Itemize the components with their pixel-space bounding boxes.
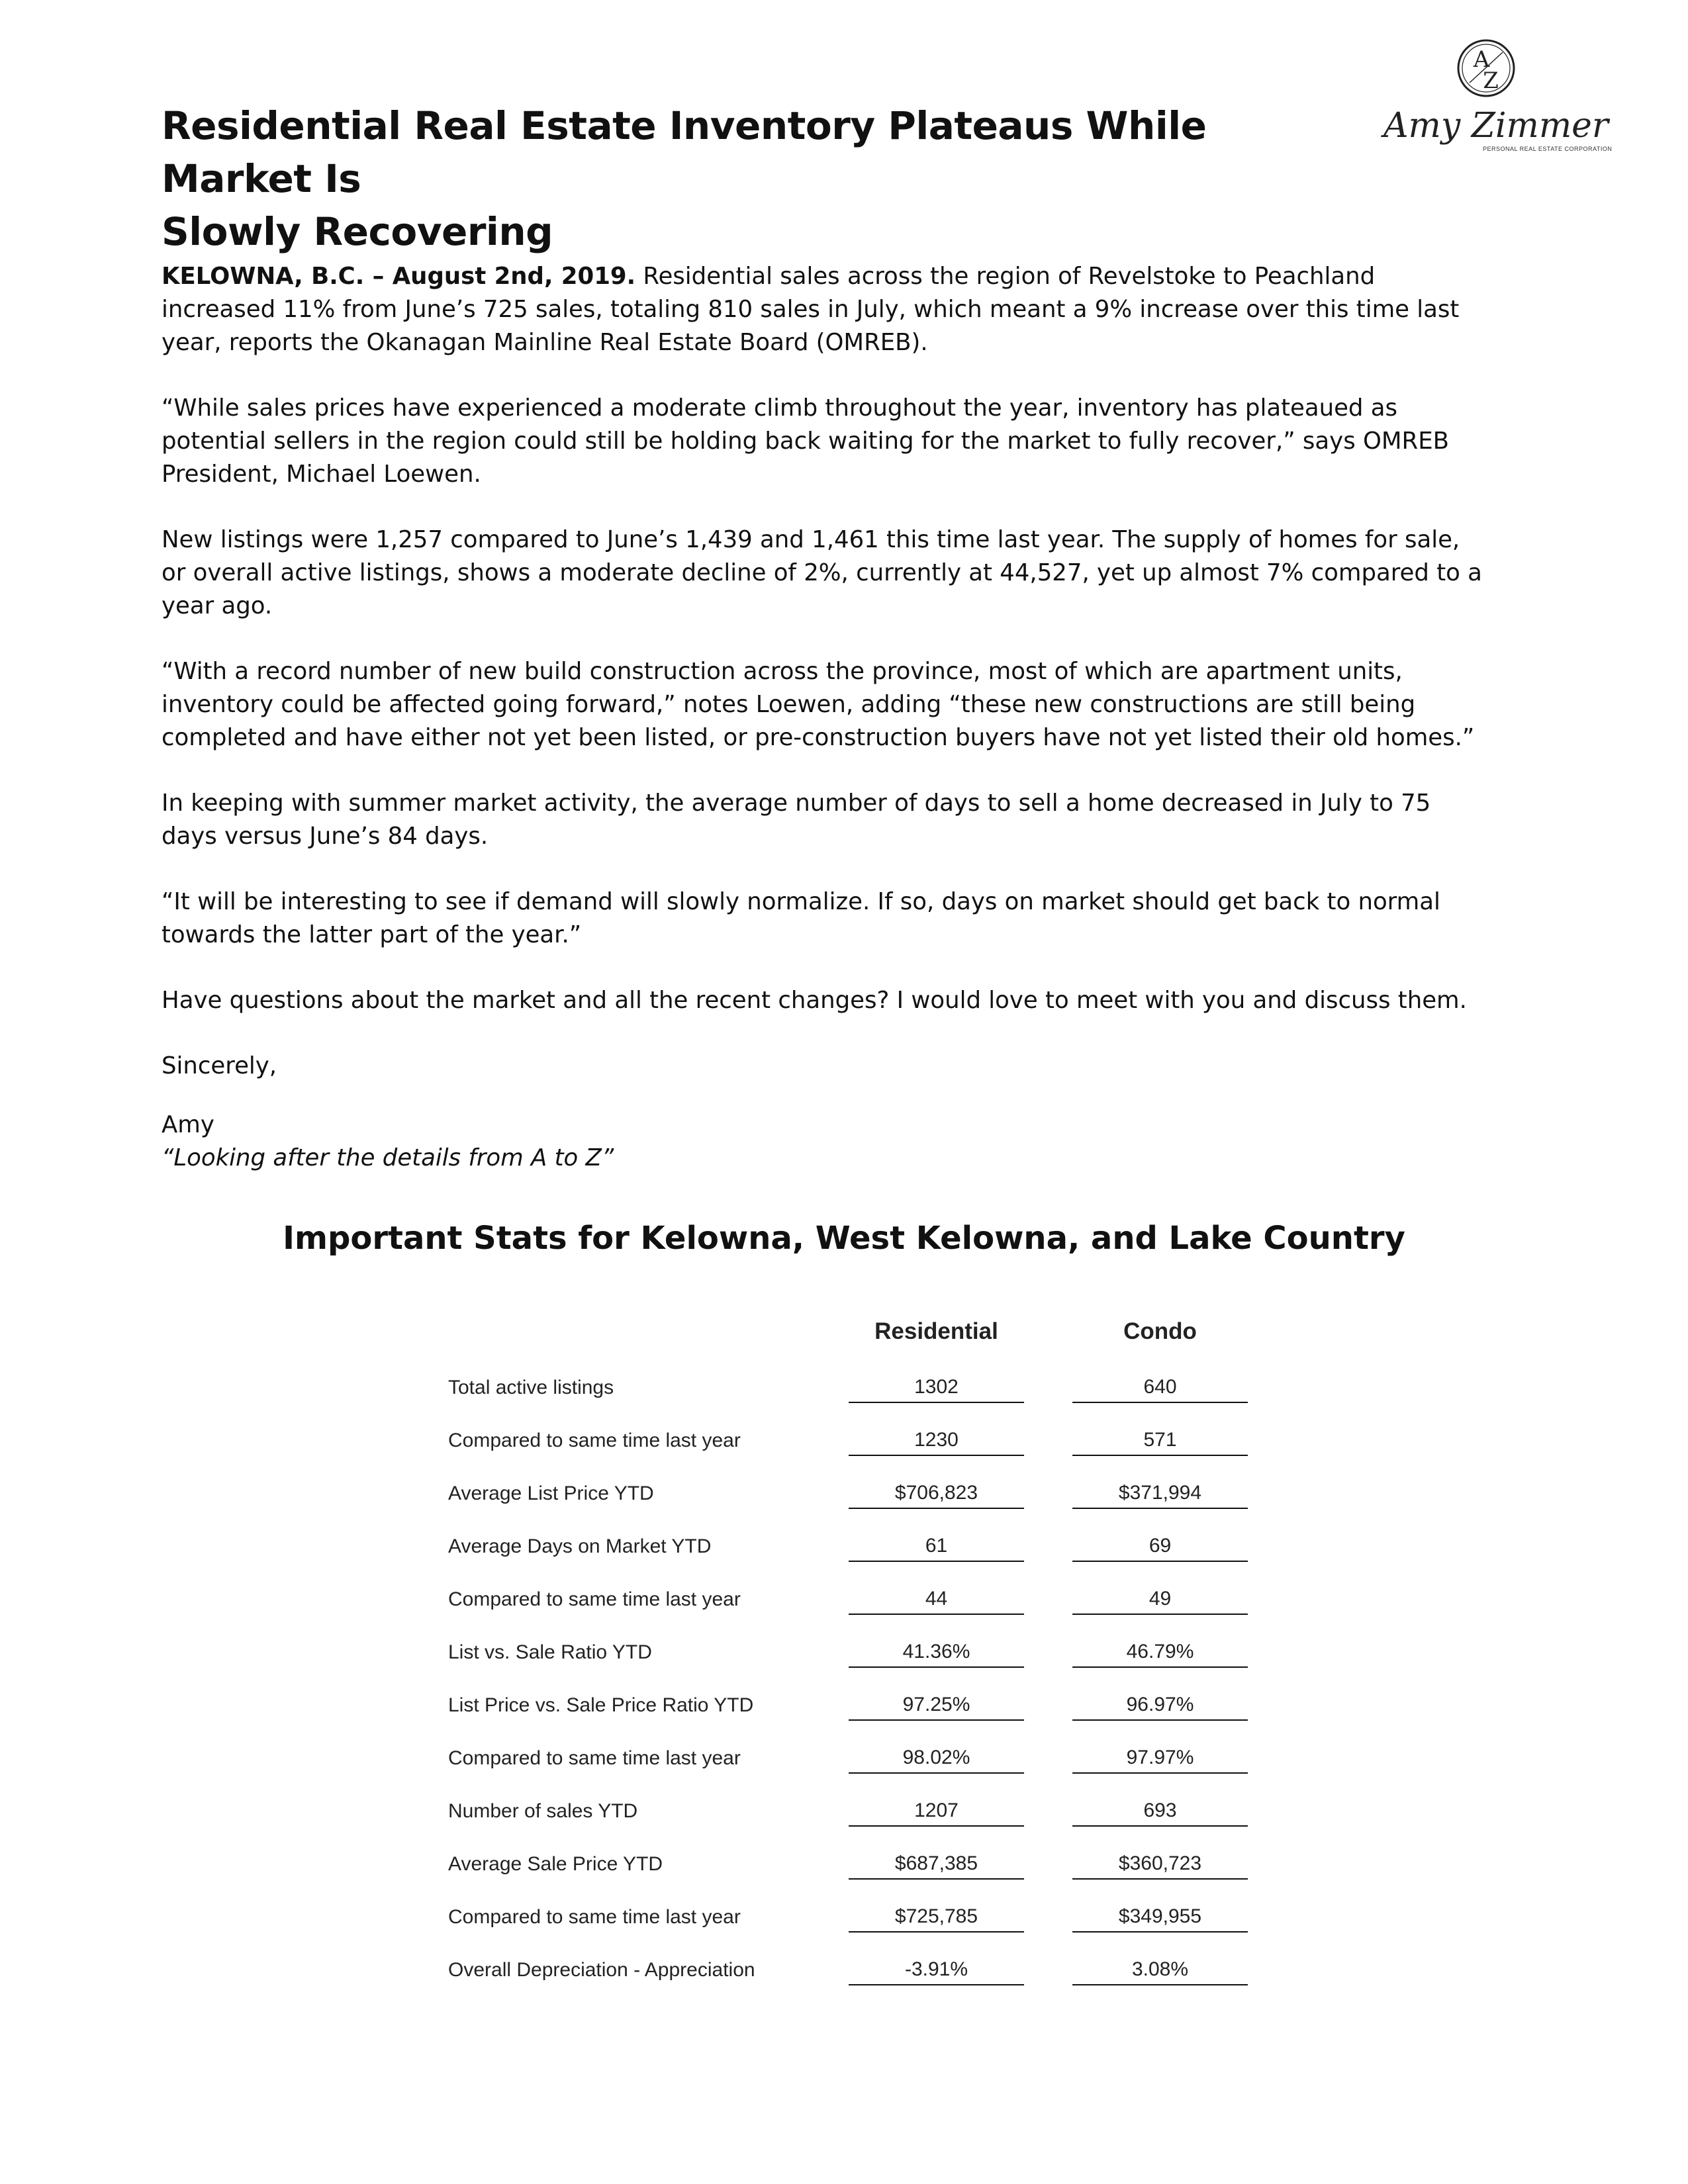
stats-row-label: Total active listings xyxy=(448,1377,614,1398)
article-paragraph-5: In keeping with summer market activity, the average number of days to sell a home decreased in July to 75 days versus June’s 84 days. xyxy=(162,790,1431,850)
stats-cell-condo: 640 xyxy=(1072,1375,1248,1403)
signature: Amy xyxy=(162,1111,214,1138)
stats-cell-residential: 1230 xyxy=(849,1428,1024,1456)
stats-row-label: Average List Price YTD xyxy=(448,1482,654,1504)
stats-row-label: Overall Depreciation - Appreciation xyxy=(448,1959,755,1981)
article-paragraph-1: KELOWNA, B.C. – August 2nd, 2019. Residential sales across the region of Revelstoke to Peachland increased 11% from June’s 725 sales, totaling 810 sales in July, which meant a 9% increase over this time last year, reports the Okanagan Mainline Real Estate Board (OMREB). xyxy=(162,263,1460,356)
stats-cell-residential: -3.91% xyxy=(849,1958,1024,1985)
stats-cell-residential: 97.25% xyxy=(849,1693,1024,1721)
stats-cell-condo: $371,994 xyxy=(1072,1481,1248,1509)
article-paragraph-2: “While sales prices have experienced a moderate climb throughout the year, inventory has plateaued as potential sellers in the region could still be holding back waiting for the market to fully recover,” says OMREB President, Michael Loewen. xyxy=(162,394,1449,488)
stats-row-label: Compared to same time last year xyxy=(448,1430,741,1451)
stats-row-label: Compared to same time last year xyxy=(448,1588,741,1610)
stats-cell-residential: 41.36% xyxy=(849,1640,1024,1668)
stats-cell-residential: $706,823 xyxy=(849,1481,1024,1509)
signature-tagline: “Looking after the details from A to Z” xyxy=(162,1144,614,1171)
stats-cell-residential: 44 xyxy=(849,1587,1024,1615)
stats-cell-condo: 69 xyxy=(1072,1534,1248,1562)
logo-name: Amy Zimmer xyxy=(1383,106,1609,146)
stats-cell-residential: 1207 xyxy=(849,1799,1024,1827)
closing: Sincerely, xyxy=(162,1052,277,1079)
stats-cell-condo: $349,955 xyxy=(1072,1905,1248,1933)
stats-cell-residential: 1302 xyxy=(849,1375,1024,1403)
monogram-z: Z xyxy=(1483,68,1499,94)
stats-row-label: List vs. Sale Ratio YTD xyxy=(448,1641,652,1663)
stats-cell-residential: 98.02% xyxy=(849,1746,1024,1774)
stats-row-label: Average Sale Price YTD xyxy=(448,1853,663,1875)
stats-row-label: Compared to same time last year xyxy=(448,1747,741,1769)
stats-cell-condo: 571 xyxy=(1072,1428,1248,1456)
article-paragraph-7: Have questions about the market and all the recent changes? I would love to meet with you and discuss them. xyxy=(162,987,1467,1014)
stats-cell-residential: $687,385 xyxy=(849,1852,1024,1880)
logo-tagline: PERSONAL REAL ESTATE CORPORATION xyxy=(1483,146,1613,152)
stats-cell-condo: 3.08% xyxy=(1072,1958,1248,1985)
stats-row-label: Average Days on Market YTD xyxy=(448,1535,712,1557)
column-header-residential: Residential xyxy=(874,1318,998,1344)
column-header-condo: Condo xyxy=(1123,1318,1197,1344)
title-line-2: Slowly Recovering xyxy=(162,209,553,254)
stats-cell-condo: 96.97% xyxy=(1072,1693,1248,1721)
stats-cell-condo: $360,723 xyxy=(1072,1852,1248,1880)
dateline: KELOWNA, B.C. – August 2nd, 2019. xyxy=(162,263,636,290)
stats-cell-residential: 61 xyxy=(849,1534,1024,1562)
monogram-a: A xyxy=(1473,46,1490,73)
article-paragraph-3: New listings were 1,257 compared to June’s 1,439 and 1,461 this time last year. The supply of homes for sale, or overall active listings, shows a moderate decline of 2%, currently at 44,527, yet up almost 7% compared to a year ago. xyxy=(162,526,1482,619)
stats-cell-condo: 46.79% xyxy=(1072,1640,1248,1668)
stats-row-label: Compared to same time last year xyxy=(448,1906,741,1928)
stats-cell-condo: 693 xyxy=(1072,1799,1248,1827)
article-paragraph-4: “With a record number of new build construction across the province, most of which are apartment units, inventory could be affected going forward,” notes Loewen, adding “these new constructions are still being completed and have either not yet been listed, or pre-construction buyers have not yet listed their old homes.” xyxy=(162,658,1475,751)
stats-title: Important Stats for Kelowna, West Kelowna, and Lake Country xyxy=(283,1220,1405,1257)
article-paragraph-6: “It will be interesting to see if demand will slowly normalize. If so, days on market should get back to normal towards the latter part of the year.” xyxy=(162,888,1440,948)
stats-cell-condo: 49 xyxy=(1072,1587,1248,1615)
title-line-1: Residential Real Estate Inventory Plateaus While Market Is xyxy=(162,103,1207,201)
stats-row-label: List Price vs. Sale Price Ratio YTD xyxy=(448,1694,754,1716)
stats-cell-residential: $725,785 xyxy=(849,1905,1024,1933)
stats-row-label: Number of sales YTD xyxy=(448,1800,638,1822)
stats-cell-condo: 97.97% xyxy=(1072,1746,1248,1774)
